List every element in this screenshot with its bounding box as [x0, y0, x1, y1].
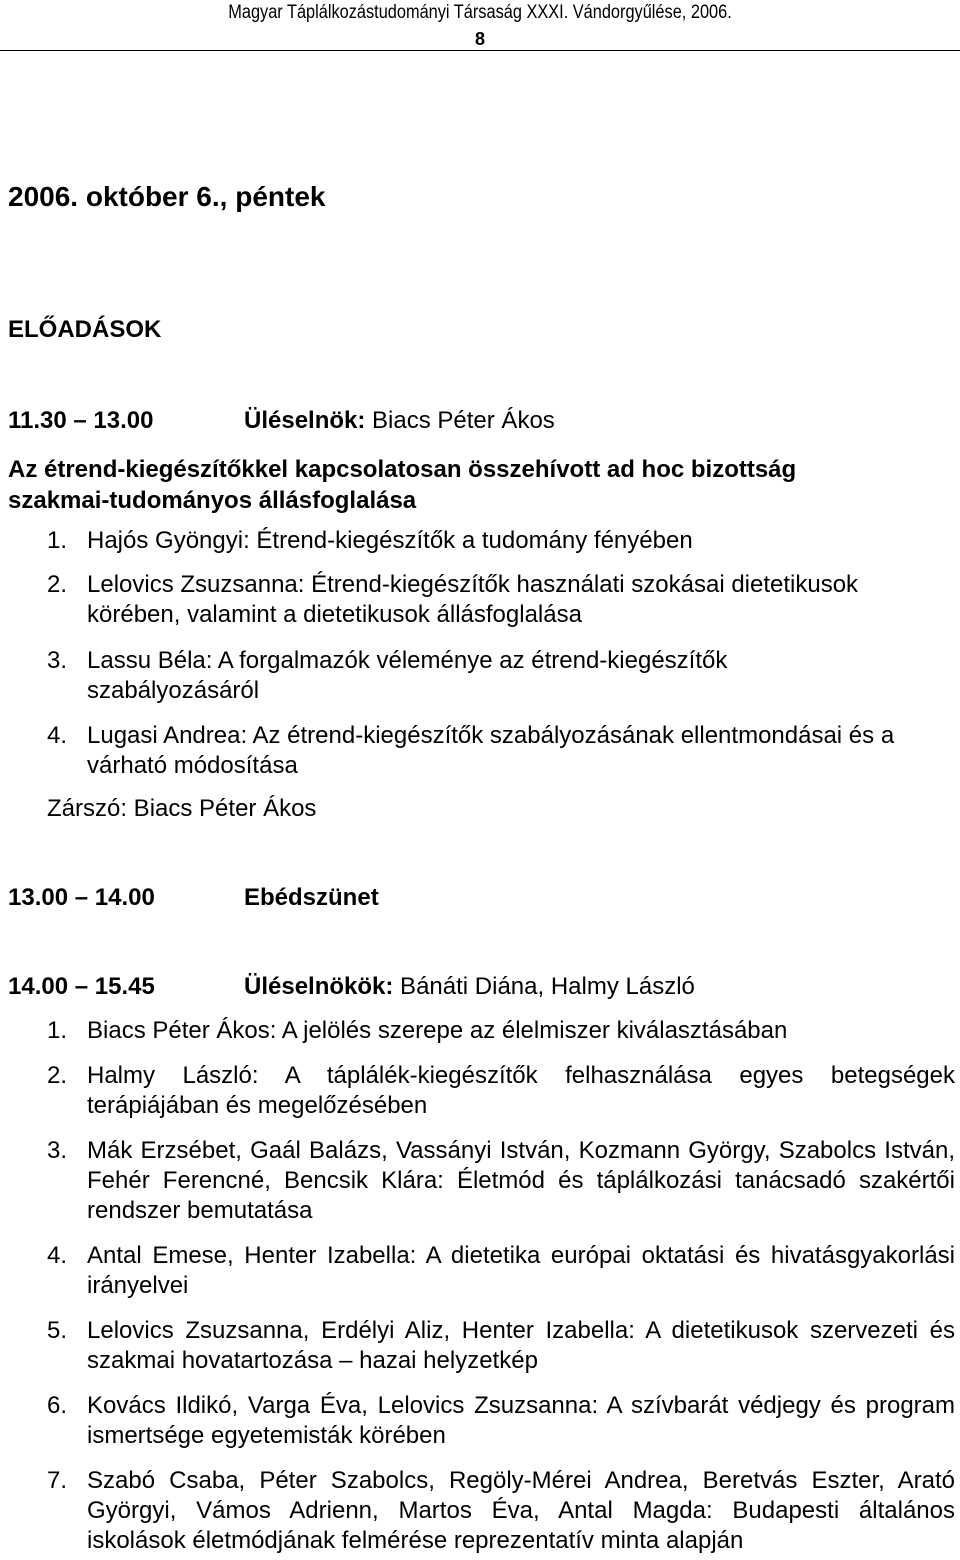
item-text: Hajós Gyöngyi: Étrend-kiegészítők a tudomány fényében: [87, 527, 693, 554]
item-number: 4.: [47, 1242, 68, 1269]
item-number: 1.: [47, 1017, 68, 1044]
list-item: [47, 646, 847, 706]
session2-chair: [244, 973, 695, 1001]
session1-chair: [244, 407, 555, 435]
item-text: Lassu Béla: A forgalmazók véleménye az étrend-kiegészítők szabályozásáról: [87, 647, 728, 704]
session1-title-line1: Az étrend-kiegészítőkkel kapcsolatosan összehívott ad hoc bizottság: [8, 456, 797, 483]
item-number: 5.: [47, 1317, 68, 1344]
item-number: 2.: [47, 1062, 68, 1089]
list-item: [47, 1016, 955, 1046]
list-item: [47, 1466, 955, 1556]
item-number: 3.: [47, 647, 68, 674]
list-item: [47, 570, 955, 630]
item-number: 3.: [47, 1137, 68, 1164]
item-number: 2.: [47, 571, 68, 598]
header-rule: [0, 50, 960, 51]
item-text: Lugasi Andrea: Az étrend-kiegészítők szabályozásának ellentmondásai és a várható módosítása: [87, 722, 895, 779]
item-text: Antal Emese, Henter Izabella: A dietetika európai oktatási és hivatásgyakorlási irányelvei: [87, 1242, 955, 1299]
session1-chair-name: Biacs Péter Ákos: [365, 407, 555, 434]
event-date: 2006. október 6., péntek: [8, 181, 326, 212]
list-item: [47, 1316, 955, 1376]
session1-closing: Zárszó: Biacs Péter Ákos: [47, 795, 317, 822]
session1-title: [8, 454, 796, 516]
item-text: Biacs Péter Ákos: A jelölés szerepe az élelmiszer kiválasztásában: [87, 1017, 788, 1044]
list-item: [47, 1391, 955, 1451]
list-item: [47, 526, 955, 556]
session1-time: 11.30 – 13.00: [8, 407, 154, 434]
item-number: 1.: [47, 527, 68, 554]
item-text: Halmy László: A táplálék-kiegészítők felhasználása egyes betegségek terápiájában és megelőzésében: [87, 1062, 955, 1119]
item-number: 7.: [47, 1467, 68, 1494]
session1-chair-label: Üléselnök:: [244, 407, 366, 434]
list-item: [47, 721, 947, 781]
page-number: 8: [474, 29, 485, 49]
list-item: [47, 1061, 955, 1121]
page-header: [0, 0, 960, 50]
lunch-time: 13.00 – 14.00: [8, 884, 155, 911]
item-text: Mák Erzsébet, Gaál Balázs, Vassányi István, Kozmann György, Szabolcs István, Fehér Ferencné, Bencsik Klára: Életmód és táplálkozási tanácsadó szakértői rendszer bemutatása: [87, 1137, 955, 1224]
item-number: 4.: [47, 722, 68, 749]
session2-chair-label: Üléselnökök:: [244, 973, 394, 1000]
session1-title-line2: szakmai-tudományos állásfoglalása: [8, 487, 417, 514]
lunch-label: Ebédszünet: [244, 884, 379, 911]
section-title: ELŐADÁSOK: [8, 316, 162, 343]
conference-title: Magyar Táplálkozástudományi Társaság XXXI. Vándorgyűlése, 2006.: [228, 2, 732, 23]
item-number: 6.: [47, 1392, 68, 1419]
list-item: [47, 1241, 955, 1301]
item-text: Szabó Csaba, Péter Szabolcs, Regöly-Mérei Andrea, Beretvás Eszter, Arató Györgyi, Vámos Adrienn, Martos Éva, Antal Magda: Budapesti általános iskolások életmódjának felmérése reprezentatív minta alapján: [87, 1467, 955, 1554]
session2-time: 14.00 – 15.45: [8, 973, 155, 1000]
item-text: Lelovics Zsuzsanna: Étrend-kiegészítők használati szokásai dietetikusok körében, valamint a dietetikusok állásfoglalása: [87, 571, 859, 628]
item-text: Lelovics Zsuzsanna, Erdélyi Aliz, Henter Izabella: A dietetikusok szervezeti és szakmai hovatartozása – hazai helyzetkép: [87, 1317, 955, 1374]
list-item: [47, 1136, 955, 1226]
item-text: Kovács Ildikó, Varga Éva, Lelovics Zsuzsanna: A szívbarát védjegy és program ismertsége egyetemisták körében: [87, 1392, 955, 1449]
session2-chair-name: Bánáti Diána, Halmy László: [393, 973, 695, 1000]
